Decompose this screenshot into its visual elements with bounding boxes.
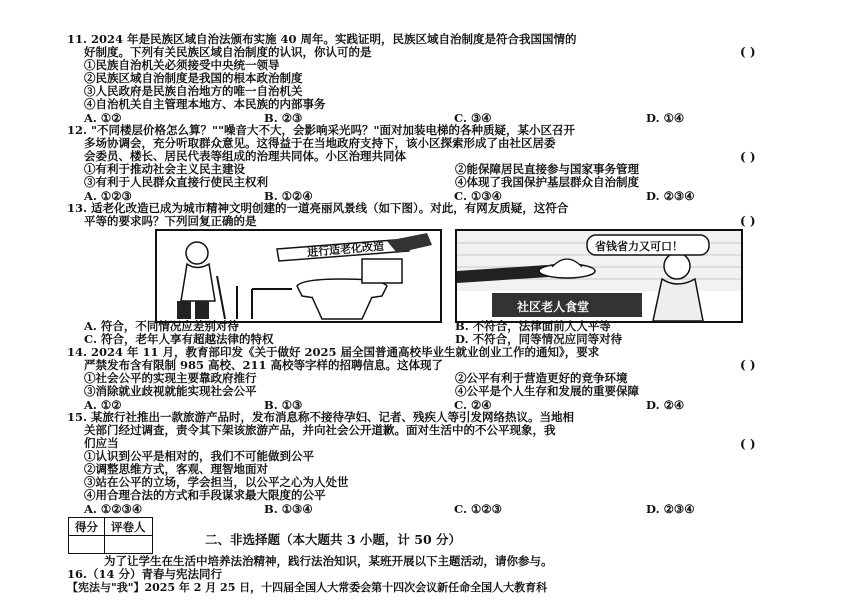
q11-option-4: ④自治机关自主管理本地方、本民族的内部事务 [84,97,326,111]
q15-answer-paren: ( ) [740,437,756,451]
q15-choice-d: D. ②③④ [646,502,695,516]
q12-choice-a: A. ①②③ [84,189,132,203]
q11-stem-line1: 11. 2024 年是民族区域自治法颁布实施 40 周年。实践证明，民族区域自治制度是符合我国国情的 [67,32,577,46]
cartoon-left-panel [155,229,442,323]
q14-choice-c: C. ②④ [454,398,492,412]
q15-choice-c: C. ①②③ [454,502,502,516]
q15-option-4: ④用合理合法的方式和手段谋求最大限度的公平 [84,488,326,502]
q11-option-3: ③人民政府是民族自治地方的唯一自治机关 [84,84,303,98]
q12-choice-b: B. ①②④ [264,189,313,203]
q11-answer-paren: ( ) [740,45,756,59]
q13-stem-line2: 平等的要求吗？下列回复正确的是 [84,214,257,228]
cartoon-right-panel [455,229,743,323]
q12-option-1: ①有利于推动社会主义民主建设 [84,162,245,176]
q12-choice-c: C. ①③④ [454,189,502,203]
q11-option-2: ②民族区域自治制度是我国的根本政治制度 [84,71,303,85]
q14-option-3: ③消除就业歧视就能实现社会公平 [84,384,257,398]
q14-stem-line1: 14. 2024 年 11 月，教育部印发《关于做好 2025 届全国普通高校毕业生就业创业工作的通知》，要求 [67,345,600,359]
q15-choice-a: A. ①②③④ [84,502,143,516]
q12-option-2: ②能保障居民直接参与国家事务管理 [455,162,639,176]
q14-choice-d: D. ②④ [646,398,685,412]
score-cell[interactable] [69,536,105,554]
q12-option-3: ③有利于人民群众直接行使民主权利 [84,175,268,189]
q15-stem-line1: 15. 某旅行社推出一款旅游产品时，发布消息称不接待孕妇、记者、残疾人等引发网络热议。当地相 [67,410,575,424]
score-label: 得分 [69,518,105,536]
cartoon-left-drawing [157,231,440,321]
q11-choice-b: B. ②③ [264,111,303,125]
q15-choices [84,502,744,515]
q14-answer-paren: ( ) [740,358,756,372]
q14-choice-b: B. ①③ [264,398,303,412]
q12-choice-d: D. ②③④ [646,189,695,203]
q15-option-1: ①认识到公平是相对的，我们不可能做到公平 [84,449,314,463]
q14-option-2: ②公平有利于营造更好的竞争环境 [455,371,628,385]
q14-stem-line2: 严禁发布含有限制 985 高校、211 高校等字样的招聘信息。这体现了 [84,358,444,372]
q15-stem-line2: 关部门经过调查，责令其下架该旅游产品，并向社会公开道歉。面对生活中的不公平现象，我 [84,423,556,437]
q12-option-4: ④体现了我国保护基层群众自治制度 [455,175,639,189]
q13-option-b: B. 不符合，法律面前人人平等 [455,319,611,333]
q11-choice-c: C. ③④ [454,111,492,125]
score-table [68,517,153,554]
q12-answer-paren: ( ) [740,150,756,164]
section2-intro: 为了让学生在生活中培养法治精神，践行法治知识，某班开展以下主题活动，请你参与。 [104,554,553,568]
grader-cell[interactable] [105,536,153,554]
q15-option-2: ②调整思维方式，客观、理智地面对 [84,462,268,476]
grader-label: 评卷人 [105,518,153,536]
cartoon-right-bubble-text: 省钱省力又可口！ [595,240,683,253]
q13-option-c: C. 符合，老年人享有超越法律的特权 [84,332,274,346]
q11-choice-d: D. ①④ [646,111,685,125]
q15-stem-line3: 们应当 [84,436,119,450]
cartoon-right-sign-text: 社区老人食堂 [517,300,590,314]
q14-option-4: ④公平是个人生存和发展的重要保障 [455,384,639,398]
q13-answer-paren: ( ) [740,214,756,228]
q15-option-3: ③站在公平的立场，学会担当，以公平之心为人处世 [84,475,349,489]
q16-text-line1: 【宪法与"我"】2025 年 2 月 25 日，十四届全国人大常委会第十四次会议新任命全国人大教育科 [67,581,548,594]
section2-title: 二、非选择题（本大题共 3 小题，计 50 分） [205,532,462,547]
q11-stem-line2: 好制度。下列有关民族区域自治制度的认识，你认可的是 [84,45,372,59]
q11-choice-a: A. ①② [84,111,122,125]
q13-stem-line1: 13. 适老化改造已成为城市精神文明创建的一道亮丽风景线（如下图）。对此，有网友质疑，这符合 [67,201,569,215]
q15-choice-b: B. ①③④ [264,502,313,516]
q13-option-d: D. 不符合，同等情况应同等对待 [455,332,623,346]
q14-choice-a: A. ①② [84,398,122,412]
q13-option-a: A. 符合，不同情况应差别对待 [84,319,239,333]
cartoon-left-sign-text: 进行适老化改造 [306,239,385,260]
q12-stem-line3: 会委员、楼长、居民代表等组成的治理共同体。小区治理共同体 [84,149,406,163]
q12-stem-line2: 多场协调会，充分听取群众意见。这得益于在当地政府支持下，该小区探索形成了由社区居委 [84,136,556,150]
q16-title: 16.（14 分）青春与宪法同行 [67,567,223,581]
q14-option-1: ①社会公平的实现主要靠政府推行 [84,371,257,385]
q11-option-1: ①民族自治机关必须接受中央统一领导 [84,58,280,72]
q12-stem-line1: 12. "不同楼层价格怎么算？""噪音大不大，会影响采光吗？"面对加装电梯的各种质疑，某小区召开 [67,123,575,137]
